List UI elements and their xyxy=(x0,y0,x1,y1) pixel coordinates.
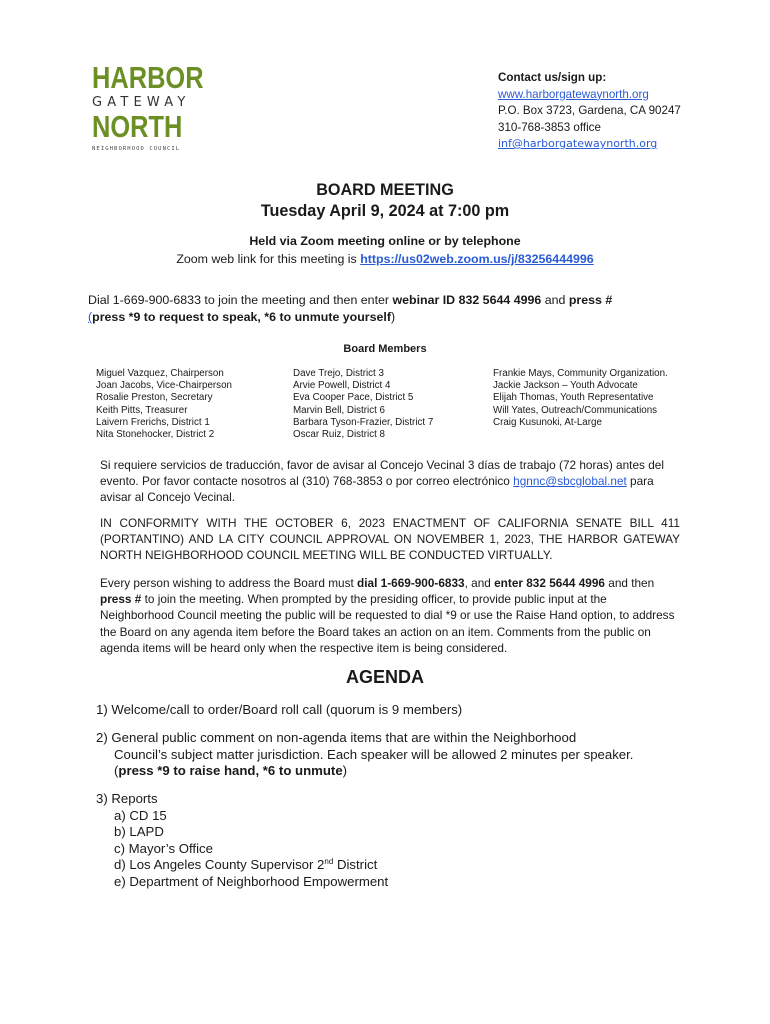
agenda-item-1: 1) Welcome/call to order/Board roll call (quorum is 9 members) xyxy=(96,702,463,717)
public-comment-instructions xyxy=(100,575,680,656)
report-item xyxy=(96,857,388,874)
every-text-2: , and xyxy=(464,576,495,590)
agenda-heading: AGENDA xyxy=(345,667,424,687)
meeting-title: BOARD MEETING xyxy=(316,181,454,199)
report-item: b) LAPD xyxy=(114,824,164,839)
dial-speak-instructions: press *9 to request to speak, *6 to unmute yourself xyxy=(92,310,391,324)
agenda-item-2-instructions: press *9 to raise hand, *6 to unmute xyxy=(118,763,343,778)
report-item-d-end: District xyxy=(333,857,378,872)
member-entry: Marvin Bell, District 6 xyxy=(293,404,385,416)
conformity-notice: IN CONFORMITY WITH THE OCTOBER 6, 2023 ENACTMENT OF CALIFORNIA SENATE BILL 411 (PORTANTINO) AND LA CITY COUNCIL APPROVAL ON NOVEMBER 1, 2023, THE HARBOR GATEWAY NORTH NEIGHBORHOOD COUNCIL MEETING WILL BE CONDUCTED VIRTUALLY. xyxy=(100,516,680,563)
spanish-text-end: para avisar al Concejo Vecinal. xyxy=(100,474,654,505)
spanish-text: Si requiere servicios de traducción, favor de avisar al Concejo Vecinal 3 días de trabajo (72 horas) antes del evento. Por favor contacte nosotros al (310) 768-3853 o por correo electrónico xyxy=(100,458,664,489)
dial-instructions xyxy=(88,292,688,326)
zoom-link[interactable]: https://us02web.zoom.us/j/83256444996 xyxy=(360,252,594,266)
member-entry: Jackie Jackson – Youth Advocate xyxy=(493,380,638,392)
zoom-prefix: Zoom web link for this meeting is xyxy=(176,252,361,266)
member-entry: Oscar Ruiz, District 8 xyxy=(293,429,385,441)
contact-block xyxy=(498,70,681,153)
every-text-3: and then xyxy=(604,576,655,590)
member-entry: Rosalie Preston, Secretary xyxy=(96,392,213,404)
contact-email-link[interactable]: inf@harborgatewaynorth.org xyxy=(498,137,658,150)
spanish-translation-notice xyxy=(100,457,680,506)
board-members-column-1 xyxy=(96,368,232,441)
website-link[interactable]: www.harborgatewaynorth.org xyxy=(498,87,649,101)
member-entry: Dave Trejo, District 3 xyxy=(293,368,384,379)
board-members-heading: Board Members xyxy=(343,343,427,355)
member-entry: Elijah Thomas, Youth Representative xyxy=(493,392,654,404)
zoom-line xyxy=(0,252,770,266)
agenda-item-3 xyxy=(96,791,388,890)
every-text-4: to join the meeting. When prompted by the presiding officer, to provide public input at the Neighborhood Council meeting the public will be requested to dial *9 or use the Raise Hand option, to address the Board on any agenda item before the Board takes an action on an item. Comments from the public on agenda items will be heard only when the respective item is being considered. xyxy=(100,592,675,655)
dial-and: and xyxy=(541,293,569,307)
board-members-column-3 xyxy=(493,368,668,429)
report-item-d-sup: nd xyxy=(324,857,334,866)
every-webinar-id: enter 832 5644 4996 xyxy=(494,576,605,590)
meeting-date: Tuesday April 9, 2024 at 7:00 pm xyxy=(260,202,510,220)
member-entry: Arvie Powell, District 4 xyxy=(293,380,391,392)
logo-line-north: NORTH xyxy=(92,109,183,144)
member-entry: Keith Pitts, Treasurer xyxy=(96,404,188,416)
dial-paren: ( xyxy=(88,310,93,324)
logo-line-gateway: GATEWAY xyxy=(92,95,191,110)
report-item: e) Department of Neighborhood Empowerment xyxy=(114,873,389,889)
council-logo xyxy=(92,60,204,152)
agenda-item-2-paren: ( xyxy=(114,763,119,778)
member-entry: Will Yates, Outreach/Communications xyxy=(493,404,658,416)
every-text-1: Every person wishing to address the Board must xyxy=(100,576,358,590)
report-item: a) CD 15 xyxy=(114,807,167,823)
member-entry: Frankie Mays, Community Organization. xyxy=(493,368,668,379)
member-entry: Miguel Vazquez, Chairperson xyxy=(96,368,224,379)
contact-heading: Contact us/sign up: xyxy=(498,71,607,84)
member-entry: Barbara Tyson-Frazier, District 7 xyxy=(293,416,434,428)
logo-line-council: NEIGHBORHOOD COUNCIL xyxy=(92,146,181,152)
every-dial-number: dial 1-669-900-6833 xyxy=(357,576,465,590)
member-entry: Craig Kusunoki, At-Large xyxy=(493,416,602,428)
logo-line-harbor: HARBOR xyxy=(92,60,204,95)
member-entry: Laivern Frerichs, District 1 xyxy=(96,416,210,428)
dial-paren-close: ) xyxy=(390,310,396,324)
agenda-item-2-line-3 xyxy=(96,763,676,780)
office-phone: 310-768-3853 office xyxy=(498,120,601,134)
spanish-email-link[interactable]: hgnnc@sbcglobal.net xyxy=(513,474,627,489)
press-hash: press # xyxy=(568,293,613,307)
agenda-item-2-line-1: 2) General public comment on non-agenda items that are within the Neighborhood xyxy=(96,730,577,745)
dial-text: Dial 1-669-900-6833 to join the meeting and then enter xyxy=(88,293,393,307)
agenda-item-2-paren-close: ) xyxy=(342,763,348,778)
member-entry: Joan Jacobs, Vice-Chairperson xyxy=(96,380,232,392)
mailing-address: P.O. Box 3723, Gardena, CA 90247 xyxy=(498,104,681,117)
agenda-item-2-line-2: Council’s subject matter jurisdiction. Each speaker will be allowed 2 minutes per speaker. xyxy=(114,746,634,762)
member-entry: Nita Stonehocker, District 2 xyxy=(96,429,215,441)
webinar-id: webinar ID 832 5644 4996 xyxy=(392,293,542,307)
report-item-d-text: d) Los Angeles County Supervisor 2 xyxy=(114,857,325,872)
every-press-hash: press # xyxy=(100,592,142,607)
member-entry: Eva Cooper Pace, District 5 xyxy=(293,392,414,404)
agenda-item-2 xyxy=(96,730,676,780)
report-item: c) Mayor’s Office xyxy=(114,840,213,856)
board-members-column-2 xyxy=(293,368,433,441)
agenda-item-3-title: 3) Reports xyxy=(96,791,158,806)
meeting-format: Held via Zoom meeting online or by telephone xyxy=(249,234,521,248)
